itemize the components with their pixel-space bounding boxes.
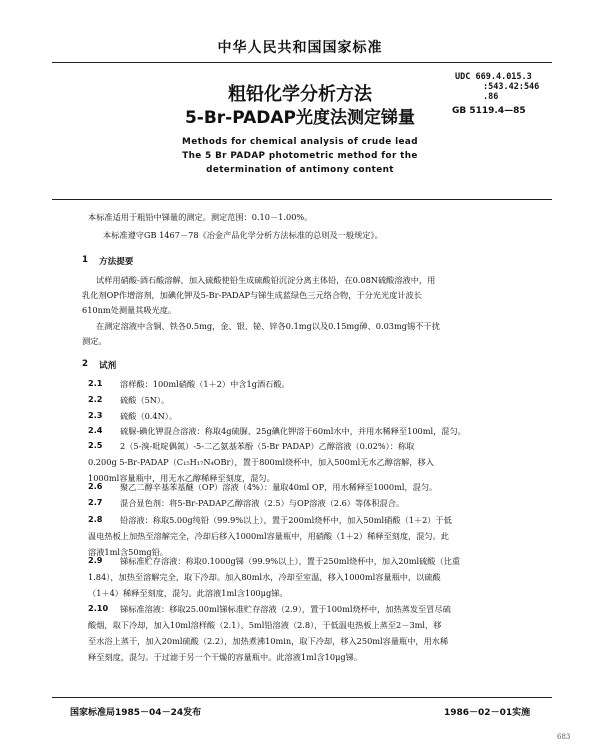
footer-rule <box>52 697 552 698</box>
item-number: 2.4 <box>88 425 103 435</box>
page-number: 683 <box>557 733 571 741</box>
gb-code: GB 5119.4—85 <box>452 106 526 116</box>
document-title-cn: 粗铅化学分析方法 <box>228 84 372 105</box>
item-text-line: 锑标准贮存溶液：称取0.1000g锑（99.9%以上），置于250ml烧杯中，加入20ml硫酸（比重 <box>120 556 461 566</box>
item-text-line: 溶液1ml含50mg铅。 <box>88 547 168 557</box>
section-1-heading: 方法提要 <box>99 257 134 267</box>
item-text-line: 混合显色剂：将5-Br-PADAP乙醇溶液（2.5）与OP溶液（2.6）等体积混合。 <box>120 498 405 508</box>
item-text-line: 溶样酸：100ml硝酸（1＋2）中含1g酒石酸。 <box>120 379 290 389</box>
item-text-line: 0.200g 5-Br-PADAP（C₁₅H₁₇N₄OBr），置于800ml烧杯中，加入500ml无水乙醇溶解，移入 <box>88 457 434 467</box>
item-text-line: 1000ml容量瓶中，用无水乙醇稀释至刻度，混匀。 <box>88 473 275 483</box>
section-1-line: 在测定溶液中含铜、铁各0.5mg，金、银、铋、锌各0.1mg以及0.15mg砷、0.03mg锡不干扰 <box>96 321 440 331</box>
section-2-heading: 试剂 <box>99 361 117 371</box>
item-text-line: 铅溶液：称取5.00g纯铅（99.9%以上），置于200ml烧杯中，加入50ml硝酸（1＋2）于低 <box>120 515 452 525</box>
reference-statement: 本标准遵守GB 1467－78《冶金产品化学分析方法标准的总则及一般规定》。 <box>103 230 383 240</box>
item-number: 2.10 <box>88 603 109 613</box>
section-2-number: 2 <box>82 359 88 369</box>
issuing-authority: 中华人民共和国国家标准 <box>217 40 383 56</box>
udc-line-1: 669.4.015.3 <box>475 72 532 82</box>
item-number: 2.7 <box>88 497 103 507</box>
udc-line-3: .86 <box>483 92 499 102</box>
section-1-line: 610nm处测量其吸光度。 <box>82 305 177 315</box>
udc-label: UDC <box>455 72 471 82</box>
implementation-date: 1986－02－01实施 <box>444 708 531 718</box>
item-number: 2.1 <box>88 378 103 388</box>
udc-line-2: :543.42:546 <box>483 82 540 92</box>
item-text-line: 酸烟，取下冷却，加入10ml溶样酸（2.1）、5ml铅溶液（2.8），于低温电热板上蒸至2－3ml，移 <box>88 620 442 630</box>
item-text-line: 锑标准溶液：移取25.00ml锑标准贮存溶液（2.9），置于100ml烧杯中，加热蒸发至冒尽硫 <box>120 604 451 614</box>
scope-statement: 本标准适用于粗铅中锑量的测定。测定范围：0.10－1.00%。 <box>88 212 313 222</box>
item-text-line: 硫酸（0.4N）。 <box>120 411 178 421</box>
section-1-line: 测定。 <box>82 336 107 346</box>
item-number: 2.3 <box>88 410 103 420</box>
item-text-line: 至水浴上蒸干，加入20ml硫酸（2.2），加热煮沸10min，取下冷却，移入250ml容量瓶中，用水稀 <box>88 636 449 646</box>
title-en-line-1: Methods for chemical analysis of crude lead <box>182 137 418 147</box>
section-1-line: 乳化剂OP作增溶剂，加碘化钾及5-Br-PADAP与锑生成蓝绿色三元络合物，于分光光度计波长 <box>82 290 422 300</box>
item-number: 2.8 <box>88 514 103 524</box>
item-text-line: （1＋4）稀释至刻度，混匀。此溶液1ml含100μg锑。 <box>88 588 288 598</box>
udc-block <box>455 72 539 102</box>
content-top-rule <box>52 199 552 200</box>
document-subtitle-cn: 5-Br-PADAP光度法测定锑量 <box>184 108 416 128</box>
title-en-line-3: determination of antimony content <box>206 165 394 175</box>
item-text-line: 2（5-溴-吡啶偶氮）-5-二乙氨基苯酚（5-Br PADAP）乙醇溶液（0.02%）：称取 <box>120 441 415 451</box>
issue-date: 国家标准局1985－04－24发布 <box>70 708 202 718</box>
header-rule <box>52 62 552 63</box>
section-1-number: 1 <box>82 255 88 265</box>
item-text-line: 硫酸（5N）。 <box>120 395 170 405</box>
title-en-line-2: The 5 Br PADAP photometric method for the <box>182 151 418 161</box>
item-number: 2.9 <box>88 555 103 565</box>
item-number: 2.6 <box>88 481 103 491</box>
item-number: 2.5 <box>88 440 103 450</box>
item-text-line: 1.84），加热至溶解完全，取下冷却。加入80ml水，冷却至室温，移入1000ml容量瓶中，以硫酸 <box>88 572 441 582</box>
item-text-line: 温电热板上加热至溶解完全，冷却后移入1000ml容量瓶中，用硝酸（1＋2）稀释至刻度，混匀。此 <box>88 531 449 541</box>
item-number: 2.2 <box>88 394 103 404</box>
item-text-line: 释至刻度，混匀。于过滤于另一个干燥的容量瓶中。此溶液1ml含10μg锑。 <box>88 652 363 662</box>
item-text-line: 硫脲-碘化钾混合溶液：称取4g硫脲、25g碘化钾溶于60ml水中，并用水稀释至100ml，混匀。 <box>120 426 466 436</box>
item-text-line: 聚乙二醇辛基苯基醚（OP）溶液（4%）：量取40ml OP，用水稀释至1000ml，混匀。 <box>120 482 438 492</box>
section-1-line: 试样用硝酸-酒石酸溶解，加入硫酸使铅生成硫酸铅沉淀分离主体铅，在0.08N硫酸溶液中，用 <box>96 275 436 285</box>
